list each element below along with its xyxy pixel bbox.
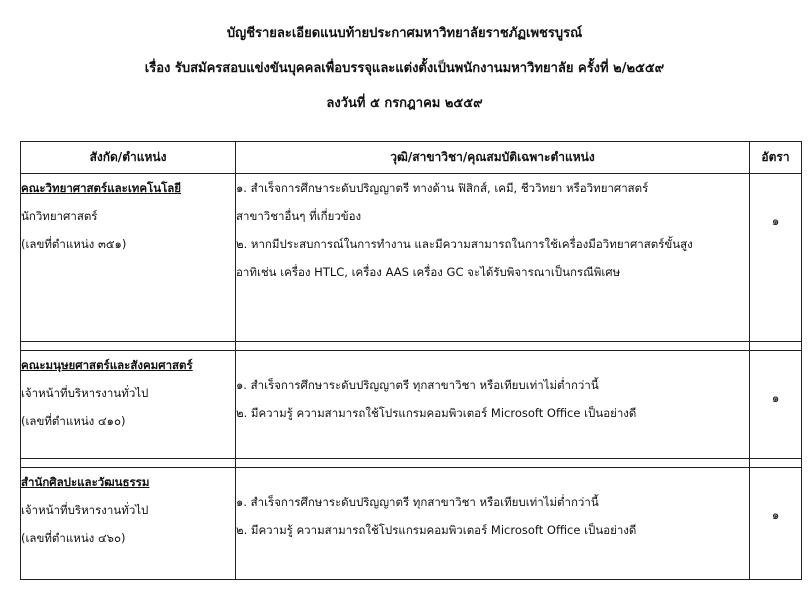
position-cell [21,468,236,580]
table-header-row [21,142,802,174]
count-cell [750,351,802,459]
position-cell [21,174,236,342]
position-count: ๑ [771,214,780,228]
row-spacer [21,342,802,351]
document-title: บัญชีรายละเอียดแนบท้ายประกาศมหาวิทยาลัยราชภัฏเพชรบูรณ์ [226,26,583,41]
qualifications-cell [236,174,750,342]
table-row [21,468,802,580]
unit-name: คณะมนุษยศาสตร์และสังคมศาสตร์ [21,358,193,372]
position-title: นักวิทยาศาสตร์ [21,209,98,223]
qualification-line: ๒. มีความรู้ ความสามารถใช้โปรแกรมคอมพิวเตอร์ Microsoft Office เป็นอย่างดี [236,523,637,537]
qualifications-cell [236,468,750,580]
qualification-line: ๑. สำเร็จการศึกษาระดับปริญญาตรี ทุกสาขาวิชา หรือเทียบเท่าไม่ต่ำกว่านี้ [236,495,599,509]
position-number: (เลขที่ตำแหน่ง ๔๑๐) [21,414,126,428]
position-count: ๑ [771,391,780,405]
unit-name: สำนักศิลปะและวัฒนธรรม [21,475,150,489]
position-count: ๑ [771,508,780,522]
positions-table [20,141,802,580]
unit-name: คณะวิทยาศาสตร์และเทคโนโลยี [21,181,182,195]
qualification-line: ๑. สำเร็จการศึกษาระดับปริญญาตรี ทุกสาขาวิชา หรือเทียบเท่าไม่ต่ำกว่านี้ [236,378,599,392]
position-title: เจ้าหน้าที่บริหารงานทั่วไป [21,503,149,517]
position-number: (เลขที่ตำแหน่ง ๓๕๑) [21,237,127,251]
count-cell [750,468,802,580]
qualification-line: ๑. สำเร็จการศึกษาระดับปริญญาตรี ทางด้าน ฟิสิกส์, เคมี, ชีววิทยา หรือวิทยาศาสตร์ [236,181,649,195]
table-row [21,174,802,342]
table-row [21,351,802,459]
column-header-qualifications: วุฒิ/สาขาวิชา/คุณสมบัติเฉพาะตำแหน่ง [236,142,750,174]
qualifications-cell [236,351,750,459]
position-title: เจ้าหน้าที่บริหารงานทั่วไป [21,386,149,400]
count-cell [750,174,802,342]
position-cell [21,351,236,459]
column-header-position: สังกัด/ตำแหน่ง [21,142,236,174]
row-spacer [21,459,802,468]
document-subject: เรื่อง รับสมัครสอบแข่งขันบุคคลเพื่อบรรจุและแต่งตั้งเป็นพนักงานมหาวิทยาลัย ครั้งที่ ๒/๒๕๕๙ [144,61,665,76]
qualification-line: สาขาวิชาอื่นๆ ที่เกี่ยวข้อง [236,209,362,223]
qualification-line: ๒. หากมีประสบการณ์ในการทำงาน และมีความสามารถในการใช้เครื่องมือวิทยาศาสตร์ขั้นสูง [236,237,693,251]
document-date: ลงวันที่ ๕ กรกฎาคม ๒๕๕๙ [326,96,483,111]
qualification-line: อาทิเช่น เครื่อง HTLC, เครื่อง AAS เครื่อง GC จะได้รับพิจารณาเป็นกรณีพิเศษ [236,265,621,279]
qualification-line: ๒. มีความรู้ ความสามารถใช้โปรแกรมคอมพิวเตอร์ Microsoft Office เป็นอย่างดี [236,406,637,420]
column-header-count: อัตรา [750,142,802,174]
position-number: (เลขที่ตำแหน่ง ๔๖๐) [21,531,126,545]
